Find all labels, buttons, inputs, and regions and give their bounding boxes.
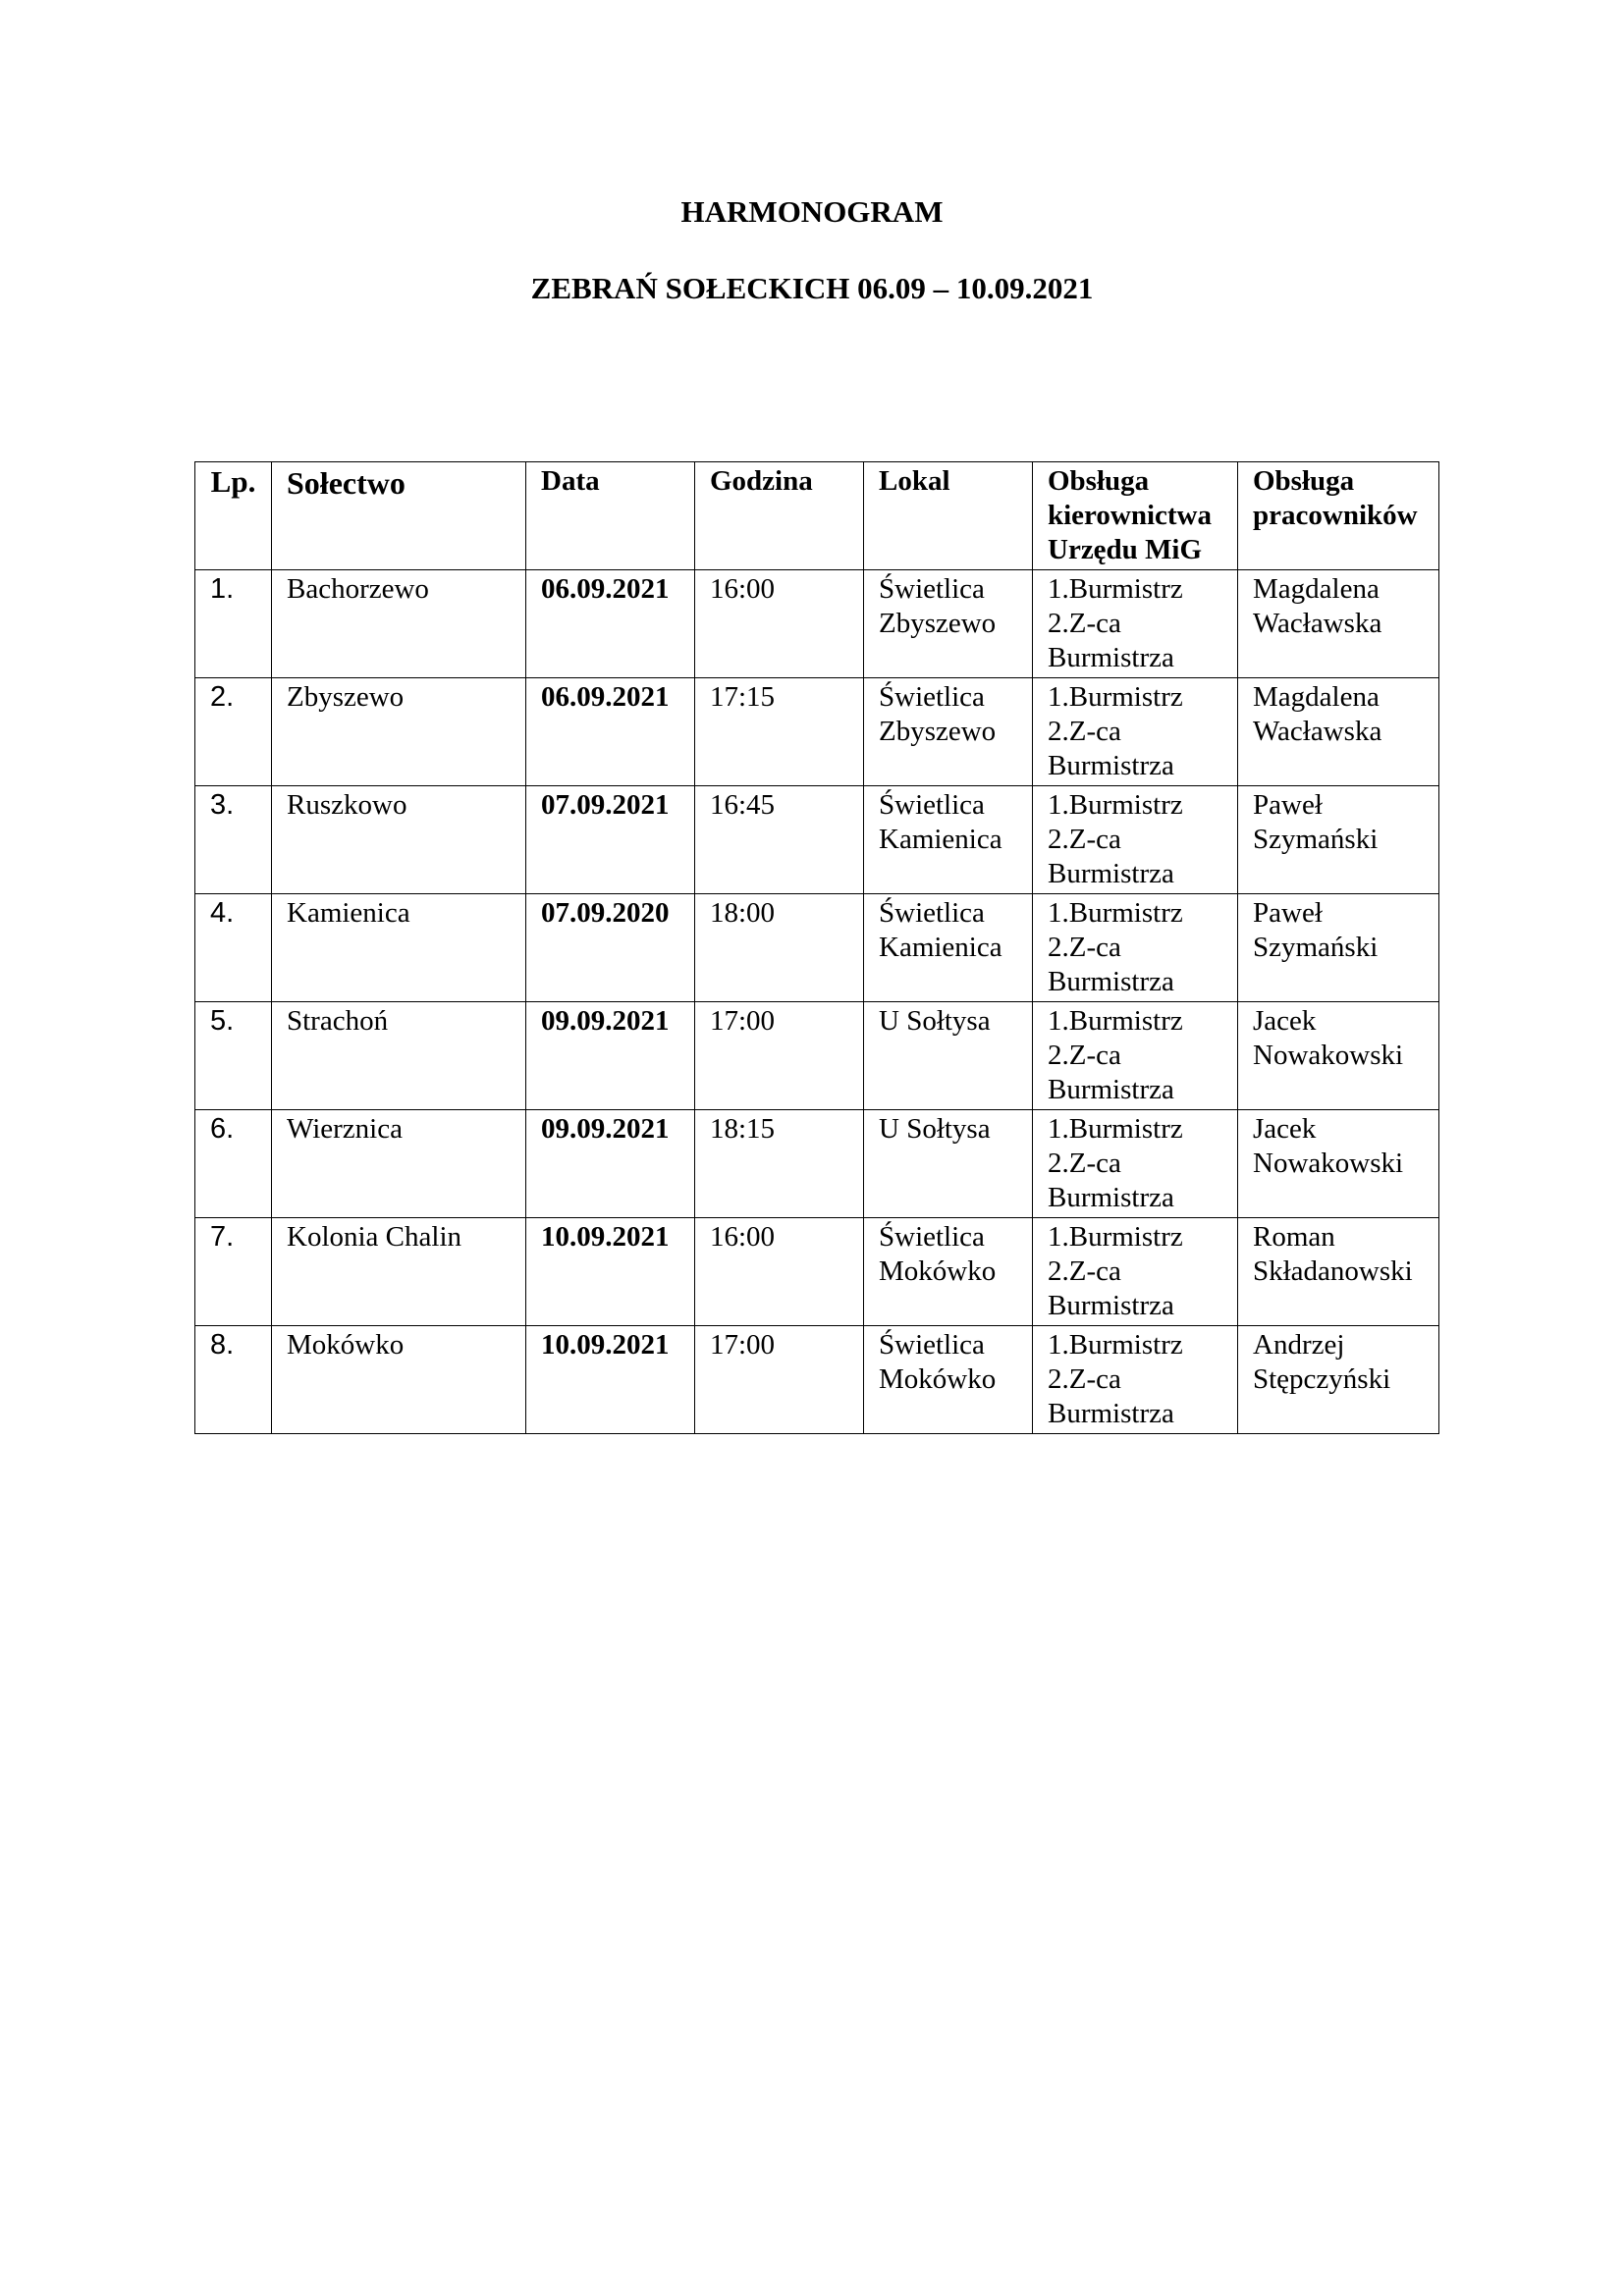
header-lp: Lp. — [195, 462, 272, 570]
cell-solectwo: Strachoń — [272, 1002, 526, 1110]
cell-kierownictwo-line: 1.Burmistrz — [1048, 897, 1183, 929]
header-solectwo: Sołectwo — [272, 462, 526, 570]
cell-lokal — [864, 786, 1033, 894]
cell-pracownicy-line: Magdalena — [1253, 573, 1380, 605]
cell-kierownictwo — [1033, 1110, 1238, 1218]
cell-godzina: 18:15 — [695, 1110, 864, 1218]
cell-kierownictwo — [1033, 786, 1238, 894]
cell-pracownicy-line: Jacek — [1253, 1113, 1317, 1145]
cell-solectwo: Kamienica — [272, 894, 526, 1002]
cell-solectwo: Zbyszewo — [272, 678, 526, 786]
cell-lp: 3. — [195, 786, 272, 894]
cell-lokal — [864, 570, 1033, 678]
header-godzina: Godzina — [695, 462, 864, 570]
cell-pracownicy-line: Wacławska — [1253, 716, 1382, 747]
cell-pracownicy — [1238, 1326, 1439, 1434]
cell-kierownictwo-line: 2.Z-ca — [1048, 1255, 1121, 1287]
header-line: Obsługa — [1253, 465, 1355, 497]
cell-lp: 5. — [195, 1002, 272, 1110]
cell-godzina: 18:00 — [695, 894, 864, 1002]
cell-kierownictwo-line: 1.Burmistrz — [1048, 1113, 1183, 1145]
cell-pracownicy — [1238, 1218, 1439, 1326]
cell-lokal-line: Świetlica — [879, 681, 985, 713]
cell-lokal-line: Świetlica — [879, 789, 985, 821]
cell-lokal-line: Mokówko — [879, 1363, 997, 1395]
cell-kierownictwo-line: 1.Burmistrz — [1048, 1221, 1183, 1253]
header-line: kierownictwa — [1048, 500, 1213, 531]
header-line: Urzędu MiG — [1048, 534, 1203, 565]
cell-pracownicy — [1238, 786, 1439, 894]
cell-pracownicy-line: Roman — [1253, 1221, 1335, 1253]
cell-lp: 4. — [195, 894, 272, 1002]
table-row — [195, 1326, 1439, 1434]
cell-lokal-line: Świetlica — [879, 1329, 985, 1361]
table-row — [195, 1002, 1439, 1110]
cell-kierownictwo-line: Burmistrza — [1048, 1398, 1174, 1429]
cell-lp: 8. — [195, 1326, 272, 1434]
header-line: Obsługa — [1048, 465, 1150, 497]
header-data: Data — [526, 462, 695, 570]
cell-godzina: 16:00 — [695, 570, 864, 678]
cell-godzina: 17:00 — [695, 1002, 864, 1110]
header-lokal: Lokal — [864, 462, 1033, 570]
cell-kierownictwo — [1033, 1326, 1238, 1434]
cell-pracownicy-line: Składanowski — [1253, 1255, 1413, 1287]
table-row — [195, 1110, 1439, 1218]
cell-data: 09.09.2021 — [526, 1110, 695, 1218]
document-subtitle: ZEBRAŃ SOŁECKICH 06.09 – 10.09.2021 — [530, 271, 1094, 305]
cell-kierownictwo-line: 1.Burmistrz — [1048, 681, 1183, 713]
cell-pracownicy-line: Stępczyński — [1253, 1363, 1391, 1395]
cell-pracownicy — [1238, 894, 1439, 1002]
cell-pracownicy — [1238, 678, 1439, 786]
cell-lokal-line: Kamienica — [879, 932, 1002, 963]
cell-lokal-line: Świetlica — [879, 573, 985, 605]
cell-lokal-line: Kamienica — [879, 824, 1002, 855]
table-row — [195, 570, 1439, 678]
cell-lp: 7. — [195, 1218, 272, 1326]
cell-data: 09.09.2021 — [526, 1002, 695, 1110]
cell-solectwo: Mokówko — [272, 1326, 526, 1434]
cell-kierownictwo-line: 2.Z-ca — [1048, 1148, 1121, 1179]
cell-lokal-line: U Sołtysa — [879, 1005, 991, 1037]
cell-kierownictwo-line: Burmistrza — [1048, 1290, 1174, 1321]
cell-kierownictwo — [1033, 1002, 1238, 1110]
header-line: pracowników — [1253, 500, 1418, 531]
cell-kierownictwo-line: 2.Z-ca — [1048, 824, 1121, 855]
cell-kierownictwo-line: 2.Z-ca — [1048, 932, 1121, 963]
cell-kierownictwo-line: 2.Z-ca — [1048, 716, 1121, 747]
cell-pracownicy-line: Paweł — [1253, 789, 1323, 821]
cell-data: 07.09.2020 — [526, 894, 695, 1002]
cell-pracownicy-line: Nowakowski — [1253, 1040, 1404, 1071]
cell-lokal — [864, 678, 1033, 786]
cell-data: 06.09.2021 — [526, 570, 695, 678]
cell-solectwo: Ruszkowo — [272, 786, 526, 894]
cell-kierownictwo-line: 2.Z-ca — [1048, 1040, 1121, 1071]
cell-pracownicy — [1238, 1110, 1439, 1218]
cell-godzina: 17:00 — [695, 1326, 864, 1434]
schedule-table — [194, 461, 1439, 1434]
cell-pracownicy-line: Wacławska — [1253, 608, 1382, 639]
cell-lokal-line: Zbyszewo — [879, 716, 997, 747]
cell-pracownicy-line: Szymański — [1253, 932, 1379, 963]
cell-lp: 1. — [195, 570, 272, 678]
cell-solectwo: Wierznica — [272, 1110, 526, 1218]
cell-kierownictwo-line: Burmistrza — [1048, 1182, 1174, 1213]
cell-pracownicy-line: Jacek — [1253, 1005, 1317, 1037]
table-row — [195, 678, 1439, 786]
cell-kierownictwo-line: Burmistrza — [1048, 750, 1174, 781]
cell-pracownicy-line: Nowakowski — [1253, 1148, 1404, 1179]
cell-lokal-line: Świetlica — [879, 897, 985, 929]
header-obsluga-pracownikow — [1238, 462, 1439, 570]
table-row — [195, 894, 1439, 1002]
cell-godzina: 16:00 — [695, 1218, 864, 1326]
cell-lokal — [864, 1326, 1033, 1434]
cell-lp: 6. — [195, 1110, 272, 1218]
cell-kierownictwo-line: 1.Burmistrz — [1048, 573, 1183, 605]
cell-data: 10.09.2021 — [526, 1218, 695, 1326]
cell-kierownictwo-line: Burmistrza — [1048, 858, 1174, 889]
cell-lokal — [864, 1110, 1033, 1218]
cell-kierownictwo-line: 1.Burmistrz — [1048, 1005, 1183, 1037]
cell-kierownictwo-line: Burmistrza — [1048, 966, 1174, 997]
cell-lokal-line: U Sołtysa — [879, 1113, 991, 1145]
cell-godzina: 16:45 — [695, 786, 864, 894]
table-body — [195, 570, 1439, 1434]
cell-lokal-line: Zbyszewo — [879, 608, 997, 639]
cell-kierownictwo-line: Burmistrza — [1048, 1074, 1174, 1105]
cell-kierownictwo — [1033, 678, 1238, 786]
cell-kierownictwo-line: 1.Burmistrz — [1048, 789, 1183, 821]
cell-data: 06.09.2021 — [526, 678, 695, 786]
cell-data: 07.09.2021 — [526, 786, 695, 894]
cell-godzina: 17:15 — [695, 678, 864, 786]
cell-lokal-line: Świetlica — [879, 1221, 985, 1253]
cell-pracownicy — [1238, 1002, 1439, 1110]
cell-kierownictwo — [1033, 1218, 1238, 1326]
cell-kierownictwo-line: 2.Z-ca — [1048, 608, 1121, 639]
cell-pracownicy-line: Andrzej — [1253, 1329, 1345, 1361]
cell-lokal — [864, 1002, 1033, 1110]
header-obsluga-kierownictwa — [1033, 462, 1238, 570]
cell-kierownictwo-line: Burmistrza — [1048, 642, 1174, 673]
cell-lokal — [864, 894, 1033, 1002]
cell-solectwo: Kolonia Chalin — [272, 1218, 526, 1326]
header-row — [195, 462, 1439, 570]
cell-lokal — [864, 1218, 1033, 1326]
cell-data: 10.09.2021 — [526, 1326, 695, 1434]
cell-pracownicy-line: Szymański — [1253, 824, 1379, 855]
table-row — [195, 786, 1439, 894]
document-title: HARMONOGRAM — [680, 194, 944, 229]
cell-pracownicy-line: Magdalena — [1253, 681, 1380, 713]
cell-kierownictwo-line: 2.Z-ca — [1048, 1363, 1121, 1395]
cell-solectwo: Bachorzewo — [272, 570, 526, 678]
cell-kierownictwo-line: 1.Burmistrz — [1048, 1329, 1183, 1361]
cell-lokal-line: Mokówko — [879, 1255, 997, 1287]
cell-kierownictwo — [1033, 894, 1238, 1002]
table-row — [195, 1218, 1439, 1326]
cell-lp: 2. — [195, 678, 272, 786]
cell-pracownicy — [1238, 570, 1439, 678]
cell-kierownictwo — [1033, 570, 1238, 678]
cell-pracownicy-line: Paweł — [1253, 897, 1323, 929]
